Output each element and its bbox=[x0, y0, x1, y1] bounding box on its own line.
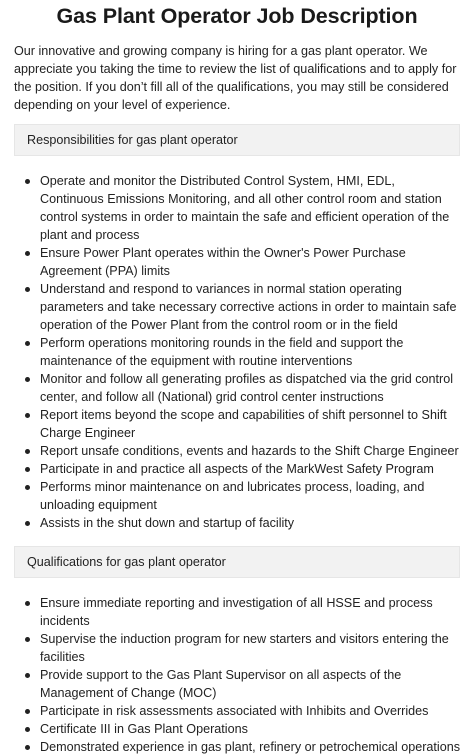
responsibilities-heading: Responsibilities for gas plant operator bbox=[14, 124, 460, 156]
list-item: Participate in risk assessments associated with Inhibits and Overrides bbox=[14, 702, 460, 720]
list-item: Demonstrated experience in gas plant, refinery or petrochemical operations bbox=[14, 738, 460, 756]
list-item: Assists in the shut down and startup of facility bbox=[14, 514, 460, 532]
list-item: Ensure Power Plant operates within the Owner's Power Purchase Agreement (PPA) limits bbox=[14, 244, 460, 280]
responsibilities-list bbox=[14, 172, 460, 532]
list-item: Ensure immediate reporting and investigation of all HSSE and process incidents bbox=[14, 594, 460, 630]
list-item: Report items beyond the scope and capabilities of shift personnel to Shift Charge Engineer bbox=[14, 406, 460, 442]
qualifications-list bbox=[14, 594, 460, 756]
list-item: Provide support to the Gas Plant Supervisor on all aspects of the Management of Change (MOC) bbox=[14, 666, 460, 702]
page-title: Gas Plant Operator Job Description bbox=[56, 4, 418, 28]
intro-paragraph: Our innovative and growing company is hiring for a gas plant operator. We appreciate you taking the time to review the list of qualifications and to apply for the position. If you don’t fill all of the qualifications, you may still be considered depending on your level of experience. bbox=[14, 44, 457, 112]
list-item: Supervise the induction program for new starters and visitors entering the facilities bbox=[14, 630, 460, 666]
list-item: Monitor and follow all generating profiles as dispatched via the grid control center, and follow all (National) grid control center instructions bbox=[14, 370, 460, 406]
list-item: Understand and respond to variances in normal station operating parameters and take necessary corrective actions in order to maintain safe operation of the Power Plant from the control room or in the field bbox=[14, 280, 460, 334]
list-item: Certificate III in Gas Plant Operations bbox=[14, 720, 460, 738]
list-item: Report unsafe conditions, events and hazards to the Shift Charge Engineer bbox=[14, 442, 460, 460]
qualifications-heading: Qualifications for gas plant operator bbox=[14, 546, 460, 578]
list-item: Perform operations monitoring rounds in the field and support the maintenance of the equipment with routine interventions bbox=[14, 334, 460, 370]
list-item: Participate in and practice all aspects of the MarkWest Safety Program bbox=[14, 460, 460, 478]
list-item: Operate and monitor the Distributed Control System, HMI, EDL, Continuous Emissions Monitoring, and all other control room and station control systems in order to maintain the safe and efficient operation of the plant and process bbox=[14, 172, 460, 244]
list-item: Performs minor maintenance on and lubricates process, loading, and unloading equipment bbox=[14, 478, 460, 514]
